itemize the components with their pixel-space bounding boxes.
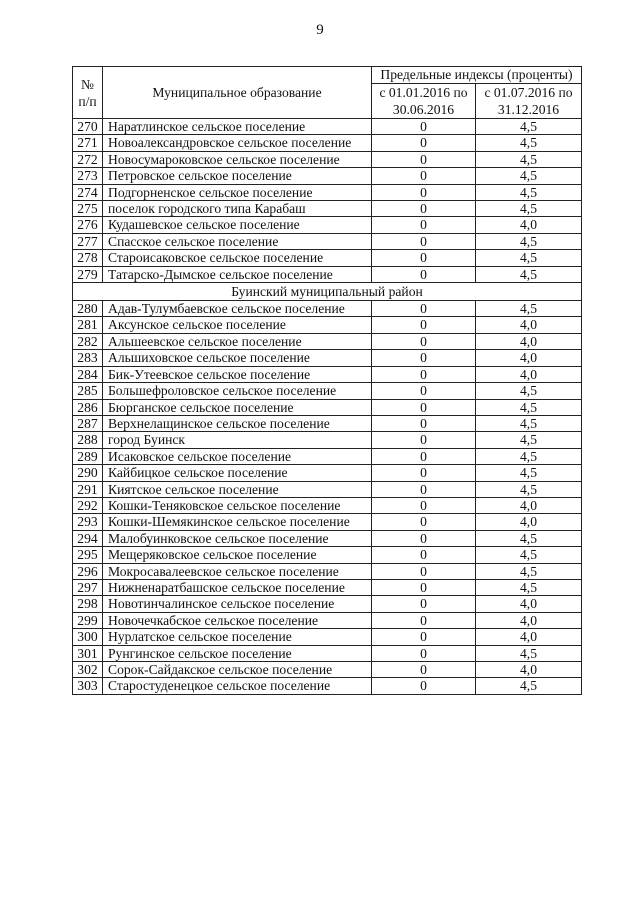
- row-index-period-2: 4,5: [476, 645, 582, 661]
- row-index-period-1: 0: [372, 383, 476, 399]
- row-index-period-2: 4,5: [476, 201, 582, 217]
- row-index-period-2: 4,0: [476, 497, 582, 513]
- row-number: 278: [73, 250, 103, 266]
- row-index-period-2: 4,5: [476, 579, 582, 595]
- row-municipality: Петровское сельское поселение: [103, 168, 372, 184]
- row-number: 275: [73, 201, 103, 217]
- row-index-period-2: 4,5: [476, 135, 582, 151]
- row-municipality: Большефроловское сельское поселение: [103, 383, 372, 399]
- table-row: [73, 168, 582, 184]
- row-index-period-1: 0: [372, 481, 476, 497]
- table-row: [73, 563, 582, 579]
- table-row: [73, 317, 582, 333]
- table-row: [73, 333, 582, 349]
- table-row: [73, 662, 582, 678]
- row-number: 270: [73, 119, 103, 135]
- header-num: № п/п: [73, 67, 103, 119]
- row-index-period-1: 0: [372, 645, 476, 661]
- row-number: 282: [73, 333, 103, 349]
- row-municipality: Кудашевское сельское поселение: [103, 217, 372, 233]
- row-index-period-1: 0: [372, 662, 476, 678]
- row-number: 280: [73, 301, 103, 317]
- row-municipality: Новочечкабское сельское поселение: [103, 612, 372, 628]
- row-number: 303: [73, 678, 103, 694]
- row-number: 273: [73, 168, 103, 184]
- row-index-period-1: 0: [372, 629, 476, 645]
- table-row: [73, 151, 582, 167]
- row-number: 298: [73, 596, 103, 612]
- row-index-period-2: 4,5: [476, 266, 582, 282]
- row-index-period-1: 0: [372, 250, 476, 266]
- table-row: [73, 579, 582, 595]
- row-index-period-1: 0: [372, 563, 476, 579]
- row-municipality: Мещеряковское сельское поселение: [103, 547, 372, 563]
- rows-group-after: [73, 301, 582, 695]
- row-index-period-2: 4,5: [476, 481, 582, 497]
- row-municipality: Кошки-Шемякинское сельское поселение: [103, 514, 372, 530]
- row-index-period-1: 0: [372, 301, 476, 317]
- row-municipality: Кошки-Теняковское сельское поселение: [103, 497, 372, 513]
- row-index-period-1: 0: [372, 596, 476, 612]
- row-number: 283: [73, 350, 103, 366]
- row-municipality: Альшиховское сельское поселение: [103, 350, 372, 366]
- row-index-period-2: 4,5: [476, 233, 582, 249]
- row-number: 292: [73, 497, 103, 513]
- row-index-period-1: 0: [372, 612, 476, 628]
- row-municipality: Аксунское сельское поселение: [103, 317, 372, 333]
- page-number: 9: [316, 22, 324, 38]
- row-index-period-2: 4,5: [476, 301, 582, 317]
- row-index-period-2: 4,0: [476, 629, 582, 645]
- table-row: [73, 547, 582, 563]
- row-index-period-1: 0: [372, 184, 476, 200]
- row-index-period-1: 0: [372, 151, 476, 167]
- row-index-period-2: 4,5: [476, 383, 582, 399]
- row-number: 271: [73, 135, 103, 151]
- row-index-period-2: 4,5: [476, 184, 582, 200]
- row-number: 290: [73, 465, 103, 481]
- row-municipality: Староисаковское сельское поселение: [103, 250, 372, 266]
- table-row: [73, 629, 582, 645]
- row-index-period-1: 0: [372, 497, 476, 513]
- row-index-period-1: 0: [372, 678, 476, 694]
- table-row: [73, 366, 582, 382]
- row-number: 272: [73, 151, 103, 167]
- row-index-period-1: 0: [372, 201, 476, 217]
- table-row: [73, 596, 582, 612]
- row-municipality: поселок городского типа Карабаш: [103, 201, 372, 217]
- row-index-period-1: 0: [372, 415, 476, 431]
- row-index-period-2: 4,0: [476, 366, 582, 382]
- row-index-period-2: 4,0: [476, 333, 582, 349]
- row-index-period-1: 0: [372, 465, 476, 481]
- row-index-period-1: 0: [372, 579, 476, 595]
- row-number: 274: [73, 184, 103, 200]
- row-index-period-2: 4,5: [476, 563, 582, 579]
- row-index-period-1: 0: [372, 350, 476, 366]
- table-row: [73, 301, 582, 317]
- row-index-period-1: 0: [372, 448, 476, 464]
- table-row: [73, 399, 582, 415]
- row-municipality: Нижненаратбашское сельское поселение: [103, 579, 372, 595]
- row-number: 296: [73, 563, 103, 579]
- row-index-period-2: 4,5: [476, 448, 582, 464]
- table-row: [73, 119, 582, 135]
- row-municipality: Альшеевское сельское поселение: [103, 333, 372, 349]
- row-municipality: Сорок-Сайдакское сельское поселение: [103, 662, 372, 678]
- row-index-period-1: 0: [372, 168, 476, 184]
- row-municipality: Новосумароковское сельское поселение: [103, 151, 372, 167]
- row-index-period-1: 0: [372, 217, 476, 233]
- row-number: 291: [73, 481, 103, 497]
- table-row: [73, 645, 582, 661]
- row-index-period-2: 4,5: [476, 547, 582, 563]
- row-municipality: Татарско-Дымское сельское поселение: [103, 266, 372, 282]
- row-number: 294: [73, 530, 103, 546]
- table-row: [73, 465, 582, 481]
- row-municipality: Подгорненское сельское поселение: [103, 184, 372, 200]
- rows-group-before: [73, 119, 582, 283]
- section-title: Буинский муниципальный район: [73, 283, 582, 301]
- table-row: [73, 481, 582, 497]
- section-row-group: [73, 283, 582, 301]
- row-index-period-1: 0: [372, 547, 476, 563]
- row-number: 300: [73, 629, 103, 645]
- row-number: 281: [73, 317, 103, 333]
- row-number: 277: [73, 233, 103, 249]
- row-number: 276: [73, 217, 103, 233]
- row-index-period-2: 4,5: [476, 119, 582, 135]
- row-number: 301: [73, 645, 103, 661]
- table-row: [73, 250, 582, 266]
- row-index-period-2: 4,5: [476, 250, 582, 266]
- row-municipality: Бюрганское сельское поселение: [103, 399, 372, 415]
- row-index-period-2: 4,5: [476, 678, 582, 694]
- row-index-period-2: 4,5: [476, 151, 582, 167]
- row-municipality: Рунгинское сельское поселение: [103, 645, 372, 661]
- row-number: 299: [73, 612, 103, 628]
- table-row: [73, 184, 582, 200]
- row-number: 302: [73, 662, 103, 678]
- table-row: [73, 530, 582, 546]
- table-row: [73, 201, 582, 217]
- table-row: [73, 217, 582, 233]
- section-row: [73, 283, 582, 301]
- row-municipality: Киятское сельское поселение: [103, 481, 372, 497]
- row-index-period-1: 0: [372, 432, 476, 448]
- row-municipality: Исаковское сельское поселение: [103, 448, 372, 464]
- row-index-period-2: 4,0: [476, 317, 582, 333]
- row-index-period-1: 0: [372, 266, 476, 282]
- row-index-period-2: 4,0: [476, 217, 582, 233]
- row-number: 288: [73, 432, 103, 448]
- row-index-period-1: 0: [372, 530, 476, 546]
- header-indices-group: Предельные индексы (проценты): [372, 67, 582, 84]
- row-index-period-1: 0: [372, 233, 476, 249]
- row-number: 289: [73, 448, 103, 464]
- table-row: [73, 514, 582, 530]
- row-index-period-1: 0: [372, 514, 476, 530]
- row-index-period-2: 4,5: [476, 530, 582, 546]
- row-municipality: Новоалександровское сельское поселение: [103, 135, 372, 151]
- table-row: [73, 448, 582, 464]
- header-period-2: с 01.07.2016 по 31.12.2016: [476, 84, 582, 119]
- table-row: [73, 678, 582, 694]
- table-row: [73, 415, 582, 431]
- row-municipality: Новотинчалинское сельское поселение: [103, 596, 372, 612]
- row-index-period-2: 4,0: [476, 662, 582, 678]
- row-index-period-1: 0: [372, 135, 476, 151]
- table-row: [73, 233, 582, 249]
- table-row: [73, 432, 582, 448]
- row-number: 287: [73, 415, 103, 431]
- row-index-period-2: 4,5: [476, 168, 582, 184]
- row-municipality: город Буинск: [103, 432, 372, 448]
- row-index-period-2: 4,0: [476, 596, 582, 612]
- header-municipality: Муниципальное образование: [103, 67, 372, 119]
- row-index-period-2: 4,5: [476, 415, 582, 431]
- header-period-1: с 01.01.2016 по 30.06.2016: [372, 84, 476, 119]
- row-index-period-2: 4,5: [476, 399, 582, 415]
- row-municipality: Кайбицкое сельское поселение: [103, 465, 372, 481]
- row-municipality: Наратлинское сельское поселение: [103, 119, 372, 135]
- row-index-period-1: 0: [372, 119, 476, 135]
- table-row: [73, 350, 582, 366]
- row-index-period-1: 0: [372, 333, 476, 349]
- row-municipality: Нурлатское сельское поселение: [103, 629, 372, 645]
- row-municipality: Спасское сельское поселение: [103, 233, 372, 249]
- row-number: 279: [73, 266, 103, 282]
- row-municipality: Старостуденецкое сельское поселение: [103, 678, 372, 694]
- row-number: 297: [73, 579, 103, 595]
- table-row: [73, 497, 582, 513]
- table-row: [73, 383, 582, 399]
- row-index-period-1: 0: [372, 317, 476, 333]
- row-municipality: Мокросавалеевское сельское поселение: [103, 563, 372, 579]
- table-row: [73, 266, 582, 282]
- table-row: [73, 612, 582, 628]
- row-index-period-2: 4,5: [476, 465, 582, 481]
- row-number: 295: [73, 547, 103, 563]
- indices-table: [72, 66, 582, 695]
- row-index-period-1: 0: [372, 399, 476, 415]
- table-row: [73, 135, 582, 151]
- row-municipality: Малобуинковское сельское поселение: [103, 530, 372, 546]
- row-number: 286: [73, 399, 103, 415]
- row-municipality: Адав-Тулумбаевское сельское поселение: [103, 301, 372, 317]
- row-index-period-2: 4,5: [476, 432, 582, 448]
- row-municipality: Бик-Утеевское сельское поселение: [103, 366, 372, 382]
- row-index-period-2: 4,0: [476, 350, 582, 366]
- row-number: 285: [73, 383, 103, 399]
- row-index-period-1: 0: [372, 366, 476, 382]
- row-index-period-2: 4,0: [476, 612, 582, 628]
- row-number: 293: [73, 514, 103, 530]
- row-number: 284: [73, 366, 103, 382]
- row-municipality: Верхнелащинское сельское поселение: [103, 415, 372, 431]
- row-index-period-2: 4,0: [476, 514, 582, 530]
